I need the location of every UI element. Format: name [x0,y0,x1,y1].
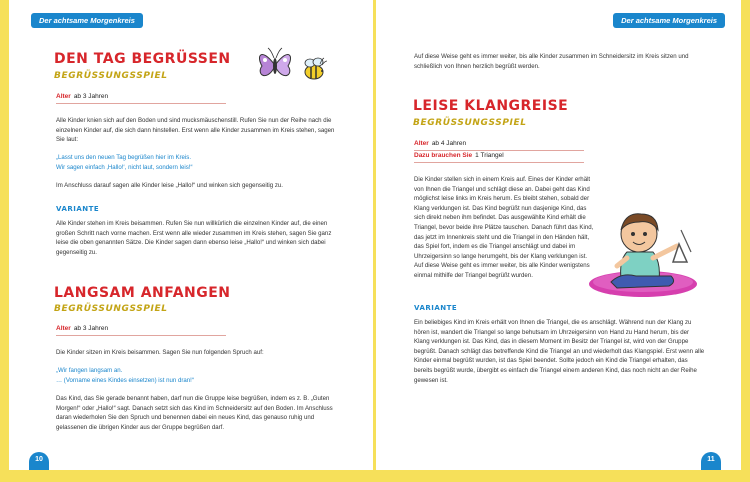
butterfly-icon [259,48,290,76]
bee-icon [305,58,327,79]
game2-after: Das Kind, das Sie gerade benannt haben, darf nun die Gruppe leise begrüßen, indem es z. B. „Guten Morgen!“ oder „Hallo!“ sagt. Danach setzt sich das Kind im Schneidersitz auf den Boden. Im Anschluss daran wiederholen Sie den Spruch und benennen dabei ein neues Kind, das genauso ruhig und gelassenen die übrigen Kinder aus der Gruppe begrüßen darf. [56,395,333,431]
game2-age: Alter ab 3 Jahren [56,324,226,336]
chapter-tag-right: Der achtsame Morgenkreis [613,13,725,28]
game3-subtitle: BEGRÜSSUNGSSPIEL [413,118,527,128]
continued-text: Auf diese Weise geht es immer weiter, bis alle Kinder zusammen im Schneidersitz im Kreis sitzen und schließlich von Ihnen herzlich begrüßt werden. [414,53,689,70]
game3-meta: Alter ab 4 Jahren Dazu brauchen Sie 1 Triangel [414,139,584,163]
game3-title: LEISE KLANGREISE [413,98,569,114]
chapter-tag-left: Der achtsame Morgenkreis [31,13,143,28]
game2-intro: Die Kinder sitzen im Kreis beisammen. Sagen Sie nun folgenden Spruch auf: [56,349,264,356]
game1-quote: „Lasst uns den neuen Tag begrüßen hier im Kreis. Wir sagen einfach ‚Hallo!‘, nicht laut, sondern leis!“ [56,154,193,171]
game3-variant-text: Ein beliebiges Kind im Kreis erhält von Ihnen die Triangel, die es anschlägt. Während nun der Klang zu hören ist, wandert die Triangel so lange behutsam im Uhrzeigersinn von Hand zu Hand herum, bis der Klang verklungen ist. Das Kind, das in diesem Moment im Besitz der Triangel ist, wird von der Gruppe begrüßt. Danach schlägt das betreffende Kind die Triangel an und wiederholt das Klangspiel. Erst wenn alle Kinder einmal begrüßt wurden, ist das Spiel beendet. Sollte jedoch ein Kind die Triangel erhalten, das bereits begrüßt wurde, übergibt es einfach die Triangel einem anderen Kind, das noch nicht an der Reihe gewesen ist. [414,319,705,384]
page-number-right: 11 [701,452,721,470]
game2-title: LANGSAM ANFANGEN [54,285,231,301]
game3-text: Die Kinder stellen sich in einem Kreis auf. Eines der Kinder erhält von Ihnen die Triangel und schlägt diese an. Dabei geht das Kind möglichst leise links im Kreis herum. Es bleibt stehen, sobald der Klang verklungen ist. Das Kind begrüßt nun dasjenige Kind, das sich direkt neben ihm befindet. Das ausgewählte Kind erhält die Triangel, bevor beide ihre Plätze tauschen. Danach führt das Kind, das jetzt im Innenkreis steht und die Triangel in den Händen hält, das Spiel fort, indem es die Triangel anschlägt und dabei im Uhrzeigersinn so lange herumgeht, bis der Klang verklungen ist. Auf diese Weise geht es immer weiter, bis alle Kinder wenigstens einmal mithilfe der Triangel begrüßt wurden. [414,176,594,279]
left-page [9,0,373,470]
game3-variant-heading: VARIANTE [414,304,458,312]
game1-subtitle: BEGRÜSSUNGSSPIEL [54,71,168,81]
game1-variant-heading: VARIANTE [56,205,100,213]
game2-subtitle: BEGRÜSSUNGSSPIEL [54,304,168,314]
page-number-left: 10 [29,452,49,470]
game1-intro: Alle Kinder knien sich auf den Boden und sind mucksmäuschenstill. Rufen Sie nun der Reihe nach die einzelnen Kinder auf, die sich dann hinstellen. Erst wenn alle Kinder zusammen im Kreis stehen, sagen Sie laut: [56,117,335,144]
game2-quote: „Wir fangen langsam an. … (Vorname eines Kindes einsetzen) ist nun dran!“ [56,367,194,384]
right-page [376,0,741,470]
game1-variant-text: Alle Kinder stehen im Kreis beisammen. Rufen Sie nun willkürlich die einzelnen Kinder auf, die einen großen Schritt nach vorne machen. Erst wenn alle wieder zusammen im Kreis stehen, sagen Sie ganz leise die oben genannten Sätze. Die Kinder sagen dann ebenso leise „Hallo!“ und winken sich dabei gegenseitig zu. [56,220,332,256]
butterfly-bee-icons [256,42,336,88]
game1-title: DEN TAG BEGRÜSSEN [54,51,231,67]
child-with-triangle-illustration [581,200,699,302]
game1-age: Alter ab 3 Jahren [56,92,226,104]
game1-after: Im Anschluss darauf sagen alle Kinder leise „Hallo!“ und winken sich gegenseitig zu. [56,182,283,189]
